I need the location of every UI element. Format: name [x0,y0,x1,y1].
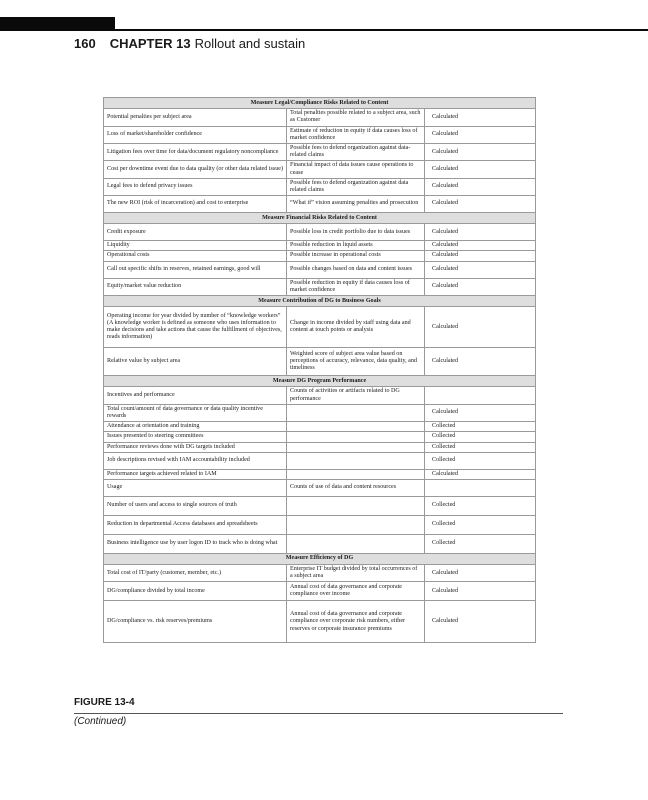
table-row [104,178,536,195]
description-cell [287,404,425,421]
metric-cell: Legal fees to defend privacy issues [104,178,287,195]
method-cell: Calculated [425,143,536,160]
metric-cell: Operational costs [104,251,287,261]
description-cell: Financial impact of data issues cause operations to cease [287,161,425,178]
table-row [104,515,536,534]
metric-cell: Loss of market/shareholder confidence [104,126,287,143]
description-cell: Annual cost of data governance and corporate compliance over corporate risk numbers, either reserves or corporate insurance premiums [287,601,425,643]
method-cell: Calculated [425,251,536,261]
metric-cell: Performance targets achieved related to IAM [104,469,287,479]
header-rule [0,29,648,31]
description-cell: Possible reduction in equity if data causes loss of market confidence [287,278,425,295]
method-cell: Calculated [425,196,536,213]
method-cell: Collected [425,515,536,534]
method-cell: Collected [425,422,536,432]
metric-cell: Usage [104,479,287,496]
section-title: Measure Financial Risks Related to Content [104,213,536,224]
metric-cell: Credit exposure [104,224,287,241]
method-cell: Calculated [425,161,536,178]
method-cell: Calculated [425,126,536,143]
section-header [104,376,536,387]
page-number: 160 [74,36,96,51]
method-cell [425,387,536,404]
method-cell: Collected [425,534,536,553]
table-row [104,348,536,376]
method-cell: Calculated [425,224,536,241]
method-cell: Calculated [425,469,536,479]
description-cell: Enterprise IT budget divided by total occurrences of a subject area [287,565,425,582]
description-cell [287,452,425,469]
description-cell: Annual cost of data governance and corporate compliance over income [287,582,425,601]
table-row [104,442,536,452]
table-row [104,241,536,251]
metric-cell: Potential penalties per subject area [104,109,287,126]
description-cell: Possible reduction in liquid assets [287,241,425,251]
table-row [104,126,536,143]
table-row [104,404,536,421]
description-cell: Counts of activities or artifacts related to DG performance [287,387,425,404]
table-row [104,224,536,241]
metric-cell: DG/compliance divided by total income [104,582,287,601]
table-row [104,307,536,348]
description-cell [287,534,425,553]
metric-cell: Total count/amount of data governance or data quality incentive rewards [104,404,287,421]
metric-cell: Number of users and access to single sources of truth [104,496,287,515]
table-row [104,469,536,479]
metric-cell: Job descriptions revised with IAM accountability included [104,452,287,469]
section-header [104,213,536,224]
metric-cell: Call out specific shifts in reserves, retained earnings, good will [104,261,287,278]
table-row [104,432,536,442]
metric-cell: Issues presented to steering committees [104,432,287,442]
description-cell: Possible increase in operational costs [287,251,425,261]
description-cell [287,469,425,479]
table-row [104,109,536,126]
figure-rule [74,713,563,714]
description-cell [287,515,425,534]
method-cell: Collected [425,452,536,469]
method-cell: Calculated [425,178,536,195]
table-row [104,534,536,553]
description-cell [287,442,425,452]
metric-cell: Business intelligence use by user logon ID to track who is doing what [104,534,287,553]
table-row [104,479,536,496]
metric-cell: The new ROI (risk of incarceration) and cost to enterprise [104,196,287,213]
table-row [104,261,536,278]
method-cell: Calculated [425,261,536,278]
metric-cell: DG/compliance vs. risk reserves/premiums [104,601,287,643]
method-cell: Calculated [425,109,536,126]
method-cell: Calculated [425,565,536,582]
description-cell: Weighted score of subject area value based on perceptions of accuracy, relevance, data quality, and timeliness [287,348,425,376]
description-cell: Total penalties possible related to a subject area, such as Customer [287,109,425,126]
method-cell: Collected [425,432,536,442]
description-cell: Estimate of reduction in equity if data causes loss of market confidence [287,126,425,143]
method-cell: Calculated [425,404,536,421]
metric-cell: Liquidity [104,241,287,251]
metric-cell: Performance reviews done with DG targets included [104,442,287,452]
metric-cell: Reduction in departmental Access databases and spreadsheets [104,515,287,534]
section-header [104,98,536,109]
description-cell: Possible loss in credit portfolio due to data issues [287,224,425,241]
description-cell [287,422,425,432]
table-row [104,601,536,643]
metric-cell: Litigation fees over time for data/document regulatory noncompliance [104,143,287,160]
method-cell: Calculated [425,307,536,348]
running-header [74,36,305,54]
table-row [104,422,536,432]
description-cell: Change in income divided by staff using data and content at touch points or analysis [287,307,425,348]
metric-cell: Relative value by subject area [104,348,287,376]
continued-note: (Continued) [74,716,127,727]
description-cell: Possible changes based on data and content issues [287,261,425,278]
chapter-label: CHAPTER 13 [109,36,191,51]
description-cell: Possible fees to defend organization against data-related claims [287,143,425,160]
metric-cell: Incentives and performance [104,387,287,404]
description-cell: Possible fees to defend organization against data related claims [287,178,425,195]
table-row [104,161,536,178]
method-cell: Calculated [425,601,536,643]
metric-cell: Total cost of IT/party (customer, member, etc.) [104,565,287,582]
figure-label: FIGURE 13-4 [74,697,135,708]
section-title: Measure Contribution of DG to Business Goals [104,296,536,307]
table-row [104,196,536,213]
metric-cell: Cost per downtime event due to data quality (or other data related issue) [104,161,287,178]
description-cell [287,496,425,515]
section-title: Measure Legal/Compliance Risks Related to Content [104,98,536,109]
description-cell [287,432,425,442]
method-cell: Calculated [425,582,536,601]
method-cell: Collected [425,442,536,452]
metric-cell: Attendance at orientation and training [104,422,287,432]
metrics-table [103,97,536,643]
description-cell: Counts of use of data and content resources [287,479,425,496]
section-header [104,553,536,564]
method-cell: Calculated [425,241,536,251]
metric-cell: Equity/market value reduction [104,278,287,295]
metric-cell: Operating income for year divided by number of “knowledge workers” (A knowledge worker is defined as someone who uses information to make decisions and take actions that cause the fulfillment of objectives, reads information) [104,307,287,348]
table-row [104,565,536,582]
table-row [104,452,536,469]
table-row [104,582,536,601]
table-row [104,496,536,515]
method-cell: Calculated [425,348,536,376]
method-cell: Collected [425,496,536,515]
table-row [104,278,536,295]
table-row [104,251,536,261]
method-cell [425,479,536,496]
section-header [104,296,536,307]
table-row [104,387,536,404]
section-title: Measure Efficiency of DG [104,553,536,564]
table-row [104,143,536,160]
description-cell: “What if” vision assuming penalties and prosecution [287,196,425,213]
chapter-title: Rollout and sustain [194,36,306,51]
method-cell: Calculated [425,278,536,295]
section-title: Measure DG Program Performance [104,376,536,387]
